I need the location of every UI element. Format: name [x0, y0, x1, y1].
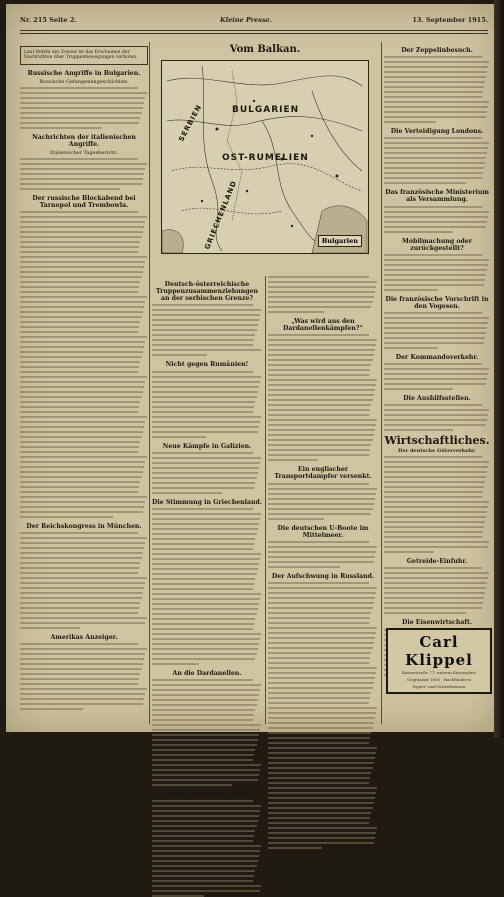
headline: Die Verteidigung Londons. — [390, 128, 484, 136]
subheadline: Der deutsche Güterverkehr. — [398, 448, 476, 455]
map-label-bulgarien: BULGARIEN — [232, 104, 300, 115]
headline: Der Kommandoverkehr. — [395, 354, 479, 361]
article-text — [20, 87, 148, 129]
headline: Neue Kämpfe in Galizien. — [162, 442, 252, 450]
column-right — [384, 42, 490, 724]
balkan-map — [161, 60, 369, 254]
article-text — [152, 508, 262, 665]
headline: Die Aushilfsstellen. — [403, 395, 471, 403]
section-title: Wirtschaftliches. — [384, 434, 490, 448]
header-rule-2 — [20, 33, 488, 34]
article-text — [384, 456, 490, 553]
column-divider — [265, 276, 266, 724]
headline: Nachrichten der italienischen Angriffe. — [32, 133, 136, 148]
headline: Das französische Ministerium als Versammlung. — [385, 189, 489, 204]
header-rule — [20, 30, 488, 31]
column-left — [20, 42, 148, 724]
article-text — [152, 304, 262, 356]
article-text — [20, 643, 148, 710]
subheadline: Italienischer Tagesbericht. — [50, 149, 118, 156]
article-text — [20, 532, 148, 629]
ad-text: Gegründet 1850 · Buchbinderei — [406, 677, 472, 682]
article-text — [384, 312, 490, 349]
headline: Der russische Blockabend bei Tarnopol und Trembowla. — [32, 194, 136, 210]
headline: Deutsch-österreichische Truppenzusammenziehungen an der serbischen Grenze? — [155, 281, 259, 303]
headline: Die Eisenwirtschaft. — [401, 619, 473, 627]
map-label-serbien: SERBIEN — [177, 102, 204, 143]
article-text — [268, 334, 378, 461]
article-text — [268, 483, 378, 520]
notice-box: Laut Befehl der Zensur ist das Erscheinen der Nachrichten über Truppenbewegungen verboten. — [20, 46, 148, 65]
map-label-ostrumelien: OST-RUMELIEN — [222, 152, 309, 163]
article-text — [152, 679, 262, 786]
advertisement — [386, 628, 492, 694]
column-center-left — [152, 276, 262, 798]
headline: „Was wird aus den Dardanellenkämpfen?“ — [283, 318, 363, 333]
newspaper-page — [6, 4, 500, 798]
article-text — [384, 404, 490, 431]
column-center-right — [268, 276, 378, 724]
book-binding — [494, 0, 504, 738]
article-text — [20, 211, 148, 518]
article-text — [268, 582, 378, 849]
article-text — [384, 137, 490, 184]
article-text — [384, 254, 490, 291]
headline: Getreide-Einfuhr. — [406, 558, 468, 566]
section-title: Vom Balkan. — [229, 44, 301, 55]
page-header — [20, 14, 488, 28]
map-label-griechenland: GRIECHENLAND — [203, 178, 239, 251]
advertiser-name: Carl Klippel — [405, 633, 473, 669]
article-text — [152, 371, 262, 438]
article-text — [384, 363, 490, 390]
article-text — [152, 452, 262, 494]
subheadline: Russische Gefangenengeschichten. — [39, 78, 129, 85]
headline: Amerikas Anzeiger. — [50, 634, 118, 642]
article-text — [20, 158, 148, 190]
headline: Der Zeppelinbesuch. — [401, 47, 473, 54]
paper-name: Kleine Presse. — [220, 16, 273, 24]
headline: Der Aufschwung in Russland. — [271, 572, 375, 580]
headline: Schwerer englischer Verlust. — [157, 790, 257, 798]
headline: Mobilmachung oder zurückgestellt? — [402, 237, 472, 252]
article-text — [384, 56, 490, 123]
headline: Die deutschen U-Boote im Mittelmeer. — [277, 524, 369, 539]
map-caption: Bulgarien — [318, 235, 362, 247]
article-text — [384, 206, 490, 233]
headline: Die französische Vorschrift in den Vogesen. — [385, 295, 489, 310]
ad-text: Papier- und Schreibwaren — [412, 684, 466, 689]
headline: Ein englischer Transportdampfer versenkt. — [274, 466, 372, 481]
page-number: Nr. 215 Seite 2. — [20, 16, 77, 24]
headline: Die Stimmung in Griechenland. — [152, 498, 262, 506]
headline: An die Dardanellen. — [172, 669, 242, 677]
article-text — [384, 567, 490, 614]
column-divider — [381, 42, 382, 724]
article-text — [268, 541, 378, 568]
article-text — [268, 276, 378, 313]
headline: Der Reichskongress in München. — [26, 523, 142, 531]
headline: Nicht gegen Rumänien! — [165, 361, 249, 369]
ad-text: Kaiserstraße 77, unterm Kaiserplatz — [402, 670, 476, 675]
column-center-top — [152, 42, 378, 274]
article-text — [152, 800, 262, 897]
column-divider — [149, 42, 150, 724]
headline: Russische Angriffe in Bulgarien. — [27, 69, 141, 77]
page-date: 13. September 1915. — [412, 16, 488, 24]
